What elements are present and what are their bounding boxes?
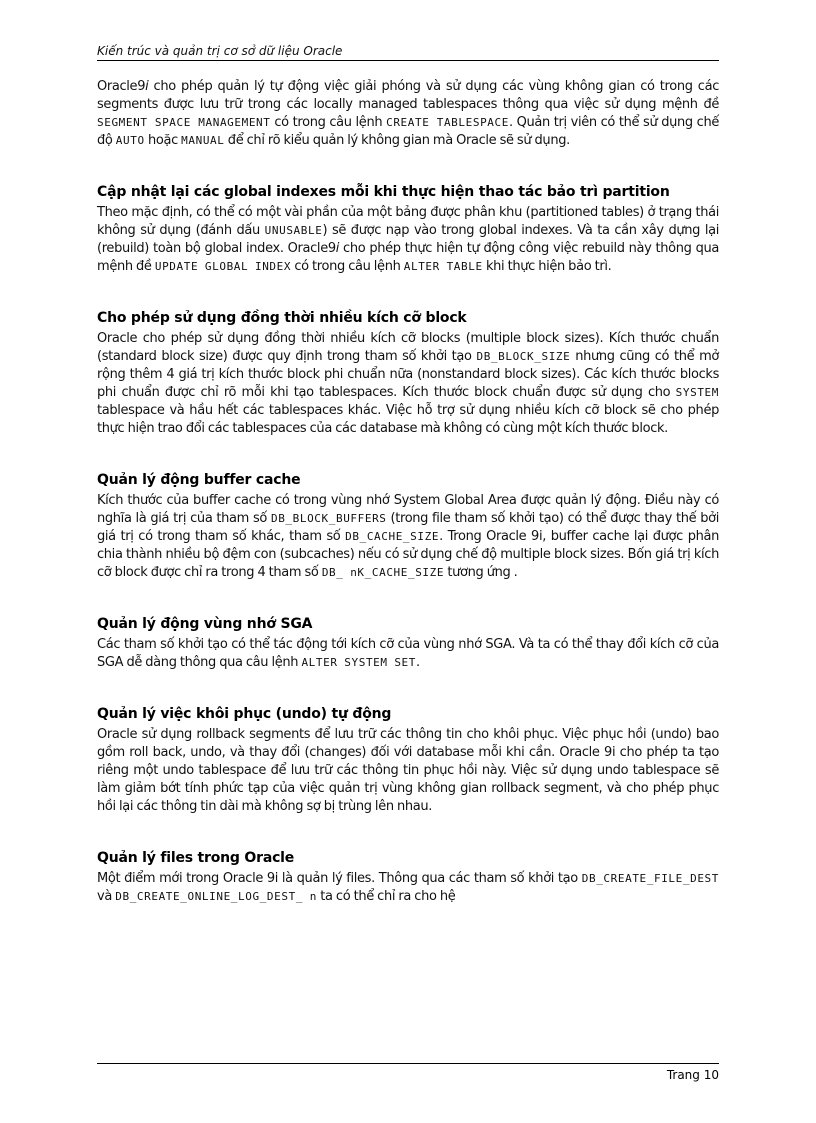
code-term: DB_BLOCK_SIZE xyxy=(476,350,571,363)
section-heading-undo: Quản lý việc khôi phục (undo) tự động xyxy=(97,706,392,722)
code-term: SEGMENT SPACE MANAGEMENT xyxy=(97,116,271,129)
section-paragraph-files: Một điểm mới trong Oracle 9i là quản lý files. Thông qua các tham số khởi tạo DB_CREATE_FILE_DEST và DB_CREATE_ONLINE_LOG_DEST_ n ta có thể chỉ ra cho hệ xyxy=(97,871,719,904)
section-paragraph-block-sizes: Oracle cho phép sử dụng đồng thời nhiều kích cỡ blocks (multiple block sizes). Kích thước chuẩn (standard block size) được quy định trong tham số khởi tạo DB_BLOCK_SIZE nhưng cũng có thể mở rộng thêm 4 giá trị kích thước block phi chuẩn nữa (nonstandard block sizes). Các kích thước blocks phi chuẩn được chỉ rõ mỗi khi tạo tablespaces. Kích thước block chuẩn được sử dụng cho SYSTEM tablespace và hầu hết các tablespaces khác. Việc hỗ trợ sử dụng nhiều kích cỡ block sẽ cho phép thực hiện trao đổi các tablespaces của các database mà không có cùng một kích thước block. xyxy=(97,331,720,436)
code-term: DB_BLOCK_BUFFERS xyxy=(270,512,387,525)
section-paragraph-sga: Các tham số khởi tạo có thể tác động tới kích cỡ của vùng nhớ SGA. Và ta có thể thay đổi kích cỡ của SGA dễ dàng thông qua câu lệnh ALTER SYSTEM SET. xyxy=(97,637,719,670)
code-term: ALTER TABLE xyxy=(403,260,483,273)
code-term: SYSTEM xyxy=(675,386,719,399)
section-paragraph-buffer-cache: Kích thước của buffer cache có trong vùng nhớ System Global Area được quản lý động. Điều này có nghĩa là giá trị của tham số DB_BLOCK_BUFFERS (trong file tham số khởi tạo) có thể được thay thế bởi giá trị có trong tham số khác, tham số DB_CACHE_SIZE. Trong Oracle 9i, buffer cache lại được phân chia thành nhiều bộ đệm con (subcaches) nếu có sử dụng chế độ multiple block sizes. Bốn giá trị kích cỡ block được chỉ ra trong 4 tham số DB_ nK_CACHE_SIZE tương ứng . xyxy=(97,493,719,580)
document-title: Kiến trúc và quản trị cơ sở dữ liệu Oracle xyxy=(97,44,343,58)
code-term: ALTER SYSTEM SET xyxy=(301,656,416,669)
section-paragraph-undo: Oracle sử dụng rollback segments để lưu trữ các thông tin cho khôi phục. Việc phục hồi (undo) bao gồm roll back, undo, và thay đổi (changes) đối với database mỗi khi cần. Oracle 9i cho phép ta tạo riêng một undo tablespace để lưu trữ các thông tin phục hồi này. Việc sử dụng undo tablespace sẽ làm giảm bớt tính phức tạp của việc quản trị vùng không gian rollback segment, và cho phép phục hồi lại các thông tin dài mà không sợ bị trùng lên nhau. xyxy=(97,727,719,814)
section-heading-sga: Quản lý động vùng nhớ SGA xyxy=(97,616,313,632)
code-term: AUTO xyxy=(115,134,145,147)
code-term: UNUSABLE xyxy=(264,224,323,237)
code-term: DB_CREATE_ONLINE_LOG_DEST_ n xyxy=(115,890,317,903)
footer-divider xyxy=(97,1063,719,1064)
section-heading-files: Quản lý files trong Oracle xyxy=(97,850,295,866)
page-number: Trang 10 xyxy=(666,1068,719,1082)
code-term: DB_ nK_CACHE_SIZE xyxy=(321,566,445,579)
code-term: CREATE TABLESPACE xyxy=(386,116,509,129)
code-term: DB_CACHE_SIZE xyxy=(345,530,440,543)
code-term: UPDATE GLOBAL INDEX xyxy=(154,260,292,273)
code-term: MANUAL xyxy=(181,134,225,147)
page-header xyxy=(97,44,719,61)
section-heading-buffer-cache: Quản lý động buffer cache xyxy=(97,472,301,488)
section-heading-global-indexes: Cập nhật lại các global indexes mỗi khi thực hiện thao tác bảo trì partition xyxy=(97,184,670,200)
section-heading-block-sizes: Cho phép sử dụng đồng thời nhiều kích cỡ block xyxy=(97,310,467,326)
section-paragraph-global-indexes: Theo mặc định, có thể có một vài phần của một bảng được phân khu (partitioned tables) ở trạng thái không sử dụng (đánh dấu UNUSABLE) sẽ được nạp vào trong global indexes. Và ta cần xây dựng lại (rebuild) toàn bộ global index. Oracle9i cho phép thực hiện tự động công việc rebuild này thông qua mệnh đề UPDATE GLOBAL INDEX có trong câu lệnh ALTER TABLE khi thực hiện bảo trì. xyxy=(97,205,719,274)
code-term: DB_CREATE_FILE_DEST xyxy=(581,872,719,885)
intro-paragraph: Oracle9i cho phép quản lý tự động việc giải phóng và sử dụng các vùng không gian có trong các segments được lưu trữ trong các locally managed tablespaces thông qua việc sử dụng mệnh đề SEGMENT SPACE MANAGEMENT có trong câu lệnh CREATE TABLESPACE. Quản trị viên có thể sử dụng chế độ AUTO hoặc MANUAL để chỉ rõ kiểu quản lý không gian mà Oracle sẽ sử dụng. xyxy=(97,79,720,148)
page-content xyxy=(97,78,719,906)
